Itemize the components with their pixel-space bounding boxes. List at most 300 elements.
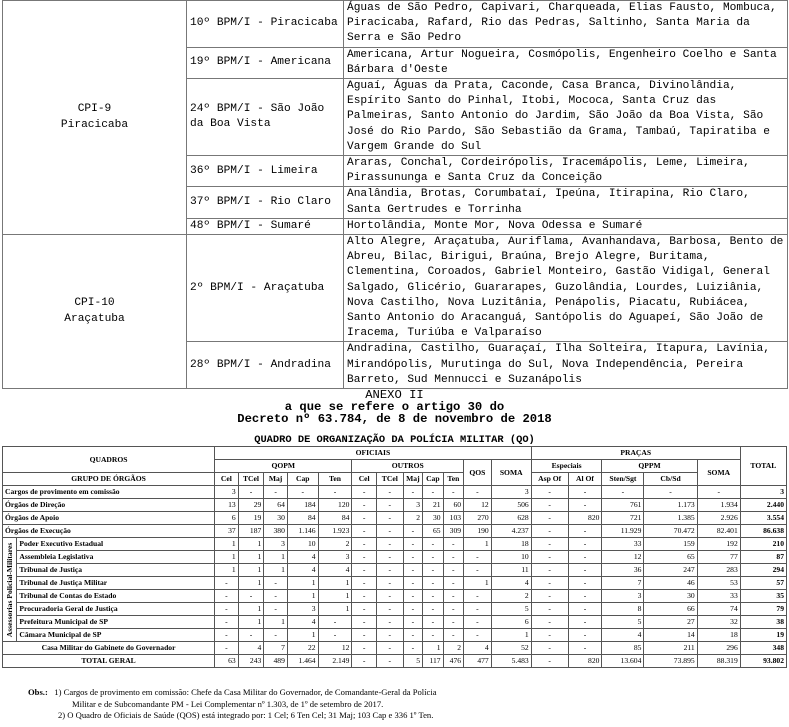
table-cell: 18 xyxy=(697,629,740,642)
table-cell: - xyxy=(352,603,377,616)
table-cell: 53 xyxy=(697,577,740,590)
table-cell: 21 xyxy=(423,499,443,512)
col-header: Cel xyxy=(215,473,239,486)
table-cell: - xyxy=(352,538,377,551)
table-cell: - xyxy=(531,616,568,629)
table-cell: 19 xyxy=(238,512,264,525)
col-header: Ten xyxy=(318,473,352,486)
cities-cell: Alto Alegre, Araçatuba, Auriflama, Avanhandava, Barbosa, Bento de Abreu, Bilac, Birigui, Braúna, Brejo Alegre, Buritama, Clementina, Coroados, Gabriel Monteiro, Gastão Vidigal, General Salgado, Glicério, Guararapes, Guzolândia, Lourdes, Luiziânia, Nova Castilho, Nova Luzitânia, Penápolis, Piacatu, Rubiácea, Santo Antonio do Aracanguá, Santópolis do Aguapeí, São João de Iracema, Turiúba e Valparaíso xyxy=(344,235,788,342)
table-cell: 283 xyxy=(697,564,740,577)
table-cell: 1 xyxy=(238,603,264,616)
table-cell: - xyxy=(423,603,443,616)
table-cell: - xyxy=(531,525,568,538)
assessorias-label: Assessorias Policial-Militares xyxy=(4,542,14,637)
bpm-cell: 37º BPM/I - Rio Claro xyxy=(187,187,344,218)
table-cell: 12 xyxy=(318,642,352,655)
table-row xyxy=(3,642,787,655)
table-cell: 1.923 xyxy=(318,525,352,538)
table-cell: - xyxy=(403,538,422,551)
table-cell: 2 xyxy=(491,590,531,603)
table-cell: - xyxy=(352,564,377,577)
table-cell: 64 xyxy=(264,499,288,512)
table-cell: 1 xyxy=(264,616,288,629)
table-cell: - xyxy=(352,616,377,629)
table-cell: 3 xyxy=(264,538,288,551)
table-cell: - xyxy=(403,564,422,577)
table-cell: - xyxy=(376,486,403,499)
table-cell: 57 xyxy=(740,577,786,590)
table-cell: 63 xyxy=(215,655,239,668)
table-cell: - xyxy=(568,642,602,655)
table-cell: - xyxy=(568,590,602,603)
row-label: Assembleia Legislativa xyxy=(17,551,215,564)
table-cell: - xyxy=(215,577,239,590)
cpi-city: Araçatuba xyxy=(64,312,125,325)
table-cell: - xyxy=(264,577,288,590)
col-header: Asp Of xyxy=(531,473,568,486)
table-row xyxy=(3,577,787,590)
table-cell: - xyxy=(531,577,568,590)
col-header: Cap xyxy=(423,473,443,486)
cpi-city: Piracicaba xyxy=(60,118,129,131)
table-cell: 27 xyxy=(644,616,697,629)
table-cell: - xyxy=(423,538,443,551)
header-quadros: QUADROS xyxy=(3,447,215,473)
table-cell: - xyxy=(443,564,463,577)
row-label: Cargos de provimento em comissão xyxy=(3,486,215,499)
table-cell: 247 xyxy=(644,564,697,577)
table-cell: 2 xyxy=(403,512,422,525)
table-cell: - xyxy=(443,551,463,564)
header-qos: QOS xyxy=(464,460,492,486)
table-cell: 77 xyxy=(697,551,740,564)
table-cell: 8 xyxy=(602,603,644,616)
table-cell: 1 xyxy=(464,538,492,551)
table-cell: 33 xyxy=(697,590,740,603)
table-cell: - xyxy=(602,486,644,499)
table-cell: - xyxy=(443,603,463,616)
table-cell: - xyxy=(376,590,403,603)
table-cell: 3 xyxy=(287,603,318,616)
table-cell: 476 xyxy=(443,655,463,668)
table-cell: - xyxy=(215,616,239,629)
table-cell: - xyxy=(376,629,403,642)
table-cell: 1 xyxy=(238,577,264,590)
table-cell: 84 xyxy=(318,512,352,525)
table-cell: - xyxy=(568,629,602,642)
table-cell: - xyxy=(352,577,377,590)
header-pracas: PRAÇAS xyxy=(531,447,740,460)
table-cell: 3 xyxy=(403,499,422,512)
row-label: Procuradoria Geral de Justiça xyxy=(17,603,215,616)
table-cell: - xyxy=(238,590,264,603)
table-cell: - xyxy=(531,590,568,603)
table-cell: 1 xyxy=(464,577,492,590)
col-header: TCel xyxy=(238,473,264,486)
table-cell: 12 xyxy=(602,551,644,564)
table-cell: 1 xyxy=(238,551,264,564)
table-cell: - xyxy=(376,538,403,551)
table-cell: 13 xyxy=(215,499,239,512)
table-cell: - xyxy=(318,629,352,642)
table-cell: - xyxy=(531,603,568,616)
table-cell: - xyxy=(464,616,492,629)
table-cell: 1 xyxy=(287,629,318,642)
table-cell: 192 xyxy=(697,538,740,551)
table-cell: 79 xyxy=(740,603,786,616)
table-cell: - xyxy=(531,655,568,668)
table-cell: 86.638 xyxy=(740,525,786,538)
table-cell: - xyxy=(352,629,377,642)
table-cell: - xyxy=(568,551,602,564)
table-cell: - xyxy=(376,616,403,629)
cpi-name: CPI-10 xyxy=(74,297,115,310)
table-cell: 1 xyxy=(238,538,264,551)
header-qppm: QPPM xyxy=(602,460,697,473)
table-cell: - xyxy=(403,577,422,590)
table-cell: 7 xyxy=(602,577,644,590)
table-cell: 14 xyxy=(644,629,697,642)
col-header: Maj xyxy=(403,473,422,486)
table-cell: - xyxy=(352,655,377,668)
table-cell: 1 xyxy=(264,551,288,564)
table-cell: 46 xyxy=(644,577,697,590)
table-cell: 12 xyxy=(464,499,492,512)
table-cell: 270 xyxy=(464,512,492,525)
table-cell: 65 xyxy=(644,551,697,564)
table-row xyxy=(3,486,787,499)
table-cell: 3 xyxy=(602,590,644,603)
col-header: Al Of xyxy=(568,473,602,486)
table-cell: - xyxy=(568,525,602,538)
table-cell: 120 xyxy=(318,499,352,512)
cpi-10-cell xyxy=(3,235,187,389)
table-cell: - xyxy=(376,564,403,577)
table-cell: - xyxy=(568,603,602,616)
table-cell: - xyxy=(403,603,422,616)
bpm-cell: 36º BPM/I - Limeira xyxy=(187,156,344,187)
table-cell: - xyxy=(264,629,288,642)
annex-decree: Decreto nº 63.784, de 8 de novembro de 2018 xyxy=(237,412,552,426)
table-cell: 36 xyxy=(602,564,644,577)
table-cell: - xyxy=(215,603,239,616)
cities-cell: Hortolândia, Monte Mor, Nova Odessa e Sumaré xyxy=(344,218,788,234)
header-soma: SOMA xyxy=(491,460,531,486)
table-cell: 4 xyxy=(318,564,352,577)
note-2: 2) O Quadro de Oficiais de Saúde (QOS) está integrado por: 1 Cel; 6 Ten Cel; 31 Maj; 103 Cap e 336 1º Ten. xyxy=(58,710,434,720)
table-cell: 13.604 xyxy=(602,655,644,668)
table-cell: - xyxy=(531,499,568,512)
table-cell: - xyxy=(403,616,422,629)
table-cell: 1 xyxy=(318,577,352,590)
table-cell: - xyxy=(697,486,740,499)
table-cell: - xyxy=(287,486,318,499)
table-cell: 761 xyxy=(602,499,644,512)
table-cell: - xyxy=(464,564,492,577)
table-cell: 4 xyxy=(464,642,492,655)
table-cell: - xyxy=(423,577,443,590)
cities-cell: Andradina, Castilho, Guaraçaí, Ilha Solteira, Itapura, Lavínia, Mirandópolis, Murutinga do Sul, Nova Independência, Pereira Barreto, Sud Mennucci e Suzanápolis xyxy=(344,342,788,389)
table-cell: 30 xyxy=(423,512,443,525)
table-cell: - xyxy=(531,538,568,551)
table-cell: 29 xyxy=(238,499,264,512)
table-cell: - xyxy=(352,525,377,538)
table-cell: 1.173 xyxy=(644,499,697,512)
table-cell: 70.472 xyxy=(644,525,697,538)
table-cell: 87 xyxy=(740,551,786,564)
table-row xyxy=(3,525,787,538)
cities-cell: Americana, Artur Nogueira, Cosmópolis, Engenheiro Coelho e Santa Bárbara d'Oeste xyxy=(344,47,788,78)
table-cell: 184 xyxy=(287,499,318,512)
col-header: Cel xyxy=(352,473,377,486)
table-row xyxy=(3,564,787,577)
bpm-cell: 19º BPM/I - Americana xyxy=(187,47,344,78)
col-header: Maj xyxy=(264,473,288,486)
table-row xyxy=(3,590,787,603)
table-cell: - xyxy=(464,590,492,603)
annex-title: ANEXO II xyxy=(365,388,424,402)
header-qopm: QOPM xyxy=(215,460,352,473)
table-cell: 88.319 xyxy=(697,655,740,668)
table-cell: - xyxy=(352,512,377,525)
table-cell: - xyxy=(423,564,443,577)
table-cell: 296 xyxy=(697,642,740,655)
regional-units-table xyxy=(2,0,788,389)
col-header: TCel xyxy=(376,473,403,486)
table-cell: 159 xyxy=(644,538,697,551)
table-cell: - xyxy=(443,486,463,499)
table-cell: - xyxy=(464,603,492,616)
table-cell: 35 xyxy=(740,590,786,603)
quadro-title: QUADRO DE ORGANIZAÇÃO DA POLÍCIA MILITAR (QO) xyxy=(254,434,535,446)
table-cell: 506 xyxy=(491,499,531,512)
table-cell: 2 xyxy=(443,642,463,655)
table-cell: 6 xyxy=(491,616,531,629)
table-cell: - xyxy=(403,590,422,603)
table-cell: 74 xyxy=(697,603,740,616)
annex-subtitle: a que se refere o artigo 30 do xyxy=(284,400,505,414)
table-cell: - xyxy=(403,525,422,538)
table-cell: - xyxy=(264,603,288,616)
table-cell: - xyxy=(443,629,463,642)
table-cell: 1 xyxy=(215,538,239,551)
table-cell: 2.926 xyxy=(697,512,740,525)
row-label: Tribunal de Justiça Militar xyxy=(17,577,215,590)
table-row xyxy=(3,655,787,668)
table-cell: 187 xyxy=(238,525,264,538)
table-cell: 73.895 xyxy=(644,655,697,668)
table-cell: - xyxy=(264,486,288,499)
table-cell: - xyxy=(464,486,492,499)
table-cell: - xyxy=(264,590,288,603)
table-cell: 6 xyxy=(215,512,239,525)
table-cell: 2.440 xyxy=(740,499,786,512)
table-cell: 4 xyxy=(491,577,531,590)
table-cell: 309 xyxy=(443,525,463,538)
table-cell: 2 xyxy=(318,538,352,551)
cities-cell: Águas de São Pedro, Capivari, Charqueada, Elias Fausto, Mombuca, Piracicaba, Rafard, Rio das Pedras, Saltinho, Santa Maria da Serra e São Pedro xyxy=(344,1,788,48)
bpm-cell: 2º BPM/I - Araçatuba xyxy=(187,235,344,342)
table-cell: 211 xyxy=(644,642,697,655)
table-cell: 190 xyxy=(464,525,492,538)
table-cell: - xyxy=(423,551,443,564)
row-label: Tribunal de Contas do Estado xyxy=(17,590,215,603)
table-cell: 348 xyxy=(740,642,786,655)
table-cell: 33 xyxy=(602,538,644,551)
table-cell: - xyxy=(376,577,403,590)
table-row xyxy=(3,551,787,564)
table-cell: 60 xyxy=(443,499,463,512)
table-cell: 5 xyxy=(602,616,644,629)
table-cell: 1.146 xyxy=(287,525,318,538)
table-cell: 52 xyxy=(491,642,531,655)
table-cell: 10 xyxy=(287,538,318,551)
table-cell: - xyxy=(531,551,568,564)
table-cell: - xyxy=(376,642,403,655)
table-cell: - xyxy=(215,642,239,655)
table-cell: 1 xyxy=(287,590,318,603)
table-cell: 1 xyxy=(287,577,318,590)
table-cell: 65 xyxy=(423,525,443,538)
table-cell: - xyxy=(464,629,492,642)
table-cell: - xyxy=(238,629,264,642)
table-cell: 117 xyxy=(423,655,443,668)
table-cell: 1 xyxy=(215,564,239,577)
table-cell: 1 xyxy=(491,629,531,642)
bpm-cell: 48º BPM/I - Sumaré xyxy=(187,218,344,234)
table-cell: 1.385 xyxy=(644,512,697,525)
col-header: Cap xyxy=(287,473,318,486)
table-cell: 22 xyxy=(287,642,318,655)
bpm-cell: 24º BPM/I - São João da Boa Vista xyxy=(187,79,344,156)
table-cell: 3.554 xyxy=(740,512,786,525)
table-cell: - xyxy=(423,616,443,629)
col-header: Cb/Sd xyxy=(644,473,697,486)
assessorias-label-cell xyxy=(3,538,17,642)
table-cell: - xyxy=(376,655,403,668)
table-cell: 489 xyxy=(264,655,288,668)
header-especiais: Especiais xyxy=(531,460,602,473)
table-cell: 3 xyxy=(318,551,352,564)
table-cell: 1 xyxy=(215,551,239,564)
bpm-cell: 10º BPM/I - Piracicaba xyxy=(187,1,344,48)
table-cell: 11 xyxy=(491,564,531,577)
table-row xyxy=(3,538,787,551)
table-cell: 19 xyxy=(740,629,786,642)
row-label: Poder Executivo Estadual xyxy=(17,538,215,551)
quadro-table xyxy=(2,446,787,668)
table-cell: - xyxy=(376,512,403,525)
table-cell: 7 xyxy=(264,642,288,655)
table-cell: 5 xyxy=(491,603,531,616)
table-cell: 10 xyxy=(491,551,531,564)
table-cell: - xyxy=(531,486,568,499)
table-cell: 11.929 xyxy=(602,525,644,538)
table-cell: 820 xyxy=(568,512,602,525)
table-cell: 721 xyxy=(602,512,644,525)
annex-header xyxy=(0,389,789,425)
cpi-9-cell xyxy=(3,1,187,235)
table-cell: - xyxy=(568,499,602,512)
table-cell: - xyxy=(531,629,568,642)
table-cell: 1 xyxy=(318,603,352,616)
table-cell: 477 xyxy=(464,655,492,668)
table-cell: 1 xyxy=(238,564,264,577)
table-cell: - xyxy=(376,603,403,616)
header-total: TOTAL xyxy=(740,447,786,486)
table-cell: 1 xyxy=(238,616,264,629)
table-row xyxy=(3,629,787,642)
table-cell: - xyxy=(403,642,422,655)
table-cell: 5 xyxy=(403,655,422,668)
notes xyxy=(28,687,437,722)
table-cell: - xyxy=(568,564,602,577)
table-cell: 38 xyxy=(740,616,786,629)
table-cell: 3 xyxy=(491,486,531,499)
table-cell: - xyxy=(423,590,443,603)
table-row xyxy=(3,616,787,629)
table-cell: 85 xyxy=(602,642,644,655)
table-cell: 2.149 xyxy=(318,655,352,668)
table-cell: 628 xyxy=(491,512,531,525)
table-cell: - xyxy=(238,486,264,499)
table-cell: 93.802 xyxy=(740,655,786,668)
table-cell: - xyxy=(531,564,568,577)
table-cell: 820 xyxy=(568,655,602,668)
table-cell: - xyxy=(568,616,602,629)
table-cell: 294 xyxy=(740,564,786,577)
table-cell: - xyxy=(568,577,602,590)
table-cell: 210 xyxy=(740,538,786,551)
table-cell: - xyxy=(403,486,422,499)
table-cell: - xyxy=(215,590,239,603)
table-cell: 1 xyxy=(423,642,443,655)
table-cell: 5.483 xyxy=(491,655,531,668)
table-cell: 4 xyxy=(602,629,644,642)
table-row xyxy=(3,603,787,616)
table-cell: - xyxy=(318,486,352,499)
header-outros: OUTROS xyxy=(352,460,464,473)
header-soma-pracas: SOMA xyxy=(697,460,740,486)
table-cell: - xyxy=(403,551,422,564)
table-cell: - xyxy=(352,486,377,499)
table-cell: - xyxy=(423,486,443,499)
row-label: Órgãos de Execução xyxy=(3,525,215,538)
table-cell: - xyxy=(531,642,568,655)
table-cell: 380 xyxy=(264,525,288,538)
row-label: Casa Militar do Gabinete do Governador xyxy=(3,642,215,655)
obs-label: Obs.: xyxy=(28,687,48,697)
table-cell: 1 xyxy=(264,564,288,577)
table-row xyxy=(3,499,787,512)
table-cell: 1 xyxy=(318,590,352,603)
cities-cell: Analândia, Brotas, Corumbataí, Ipeúna, Itirapina, Rio Claro, Santa Gertrudes e Torrinha xyxy=(344,187,788,218)
table-cell: 3 xyxy=(740,486,786,499)
header-grupo: GRUPO DE ÓRGÃOS xyxy=(3,473,215,486)
table-cell: - xyxy=(376,525,403,538)
row-label: Câmara Municipal de SP xyxy=(17,629,215,642)
header-oficiais: OFICIAIS xyxy=(215,447,532,460)
row-label: Órgãos de Apoio xyxy=(3,512,215,525)
row-label: Tribunal de Justiça xyxy=(17,564,215,577)
table-cell: 1.934 xyxy=(697,499,740,512)
table-cell: 4 xyxy=(238,642,264,655)
table-cell: - xyxy=(423,629,443,642)
table-cell: - xyxy=(318,616,352,629)
table-cell: 37 xyxy=(215,525,239,538)
table-cell: 30 xyxy=(264,512,288,525)
table-cell: 66 xyxy=(644,603,697,616)
